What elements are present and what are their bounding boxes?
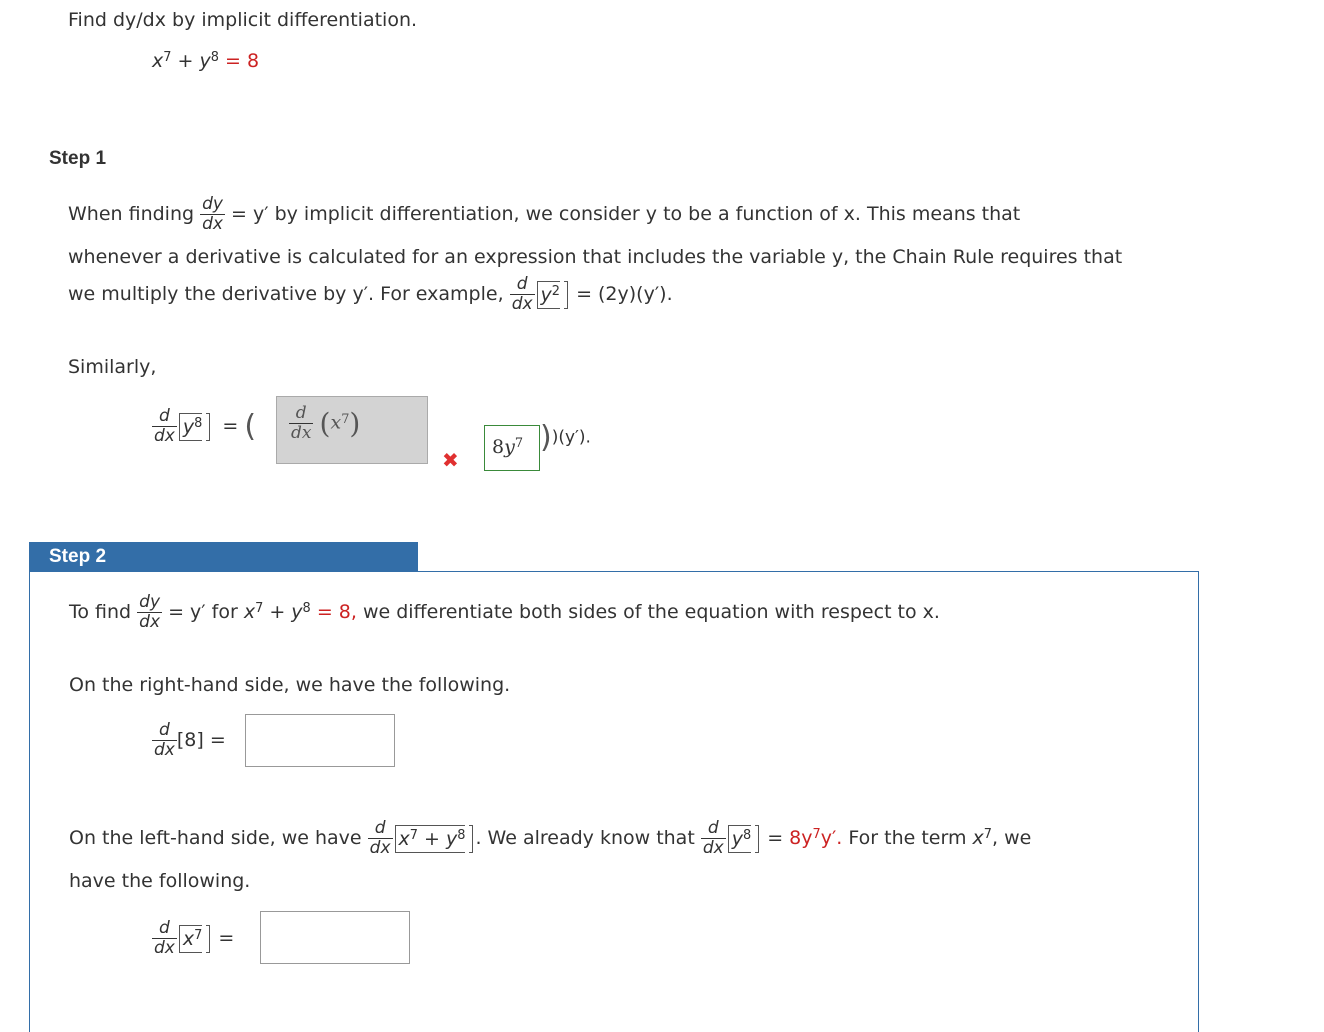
similarly-lhs: $\frac{d}{dx}$ $y^8$ = ( — [154, 406, 257, 446]
lhs-answer-input[interactable] — [260, 911, 410, 964]
lhs-line: On the left-hand side, we have $\frac{d}{dx}$ $x^7 + y^8$ . We already know that $\frac{d}{dx}$ $y^8 = 8y^7y'$. For the term $x^7$, we — [69, 818, 1032, 858]
have-following-text: have the following. — [69, 870, 251, 892]
step1-title: Step 1 — [49, 148, 107, 169]
lhs-term-expression: $\frac{d}{dx}$ $x^7$ = — [154, 918, 235, 958]
dy-dx-fraction: $\frac{dy}{dx}$ — [202, 194, 223, 234]
answer-box-2-content: $8y^7$ — [492, 436, 524, 458]
rhs-expression: $\frac{d}{dx}$ [8] = — [154, 720, 226, 760]
similarly-label: Similarly, — [68, 356, 157, 378]
answer-box-1[interactable] — [276, 396, 428, 464]
step2-line1: To find $\frac{dy}{dx}$ = y′ for $x^7 + y^8 = 8$, we differentiate both sides of the equation with respect to x. — [69, 592, 940, 632]
step2-title: Step 2 — [49, 546, 107, 567]
similarly-tail: ))(y′). — [540, 420, 591, 455]
answer-box-2[interactable] — [484, 425, 540, 471]
step2-tab[interactable] — [29, 542, 418, 572]
answer-box-1-content: $\frac{d}{dx}$ $(x^7)$ — [291, 403, 361, 443]
step2-panel — [29, 571, 1199, 1032]
question-equation: $x^7 + y^8 = 8$ — [152, 50, 260, 72]
step1-line1: When finding $\frac{dy}{dx}$ = y′ by implicit differentiation, we consider y to be a function of x. This means that — [68, 194, 1021, 234]
question-prompt: Find dy/dx by implicit differentiation. — [68, 9, 418, 31]
rhs-text: On the right-hand side, we have the following. — [69, 674, 511, 696]
incorrect-icon: ✖ — [442, 448, 459, 472]
step1-line3: we multiply the derivative by y′. For example, $\frac{d}{dx}$ $y^2 = (2y)(y')$. — [68, 274, 673, 314]
step1-line2: whenever a derivative is calculated for an expression that includes the variable y, the Chain Rule requires that — [68, 246, 1123, 268]
rhs-answer-input[interactable] — [245, 714, 395, 767]
